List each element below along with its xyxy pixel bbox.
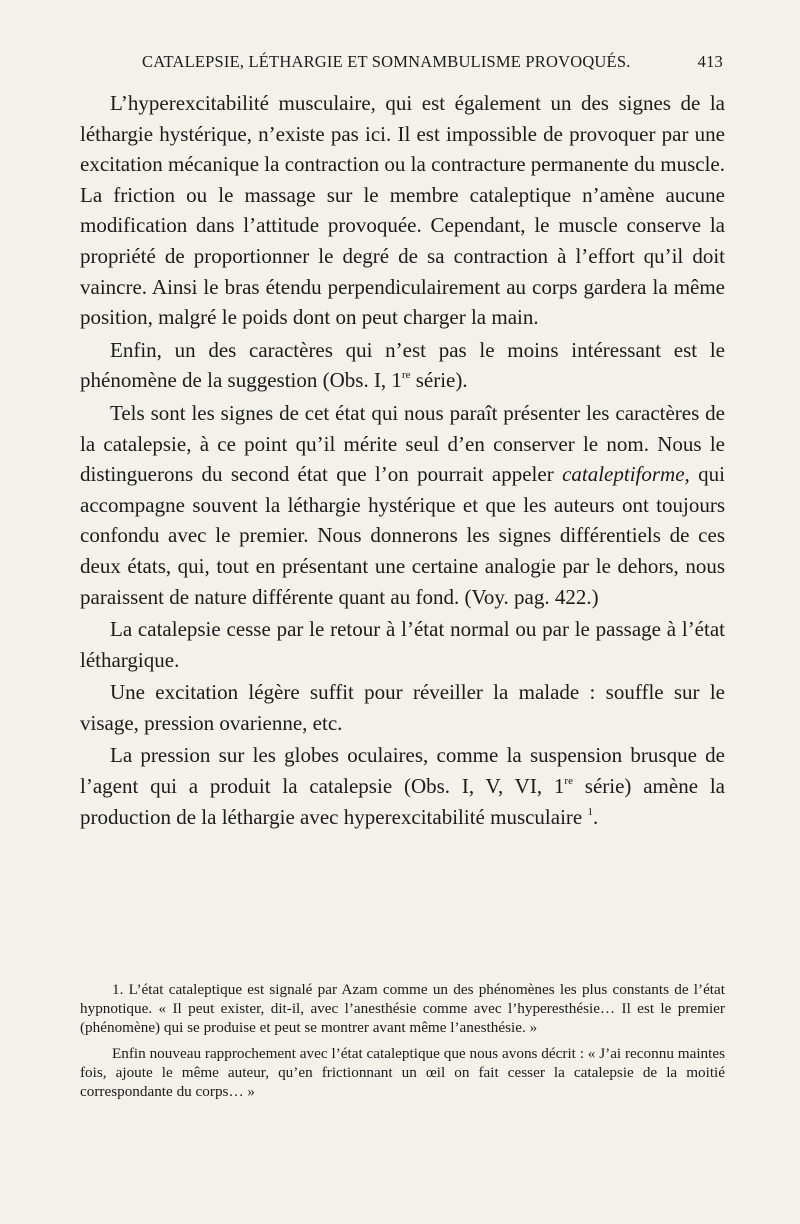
page-number: 413 bbox=[697, 52, 723, 71]
paragraph-6-text-b: série) amène la production de la léthargie avec hyperexcitabilité musculaire bbox=[80, 774, 725, 829]
paragraph-6 bbox=[80, 740, 725, 832]
series-superscript: re bbox=[401, 369, 411, 382]
paragraph-2-text-a: Enfin, un des caractères qui n’est pas le moins intéressant est le phénomène de la suggestion (Obs. I, 1 bbox=[80, 337, 725, 393]
series-superscript: re bbox=[564, 775, 573, 788]
running-title: CATALEPSIE, LÉTHARGIE ET SOMNAMBULISME PROVOQUÉS. bbox=[142, 52, 631, 71]
paragraph-5: Une excitation légère suffit pour réveiller la malade : souffle sur le visage, pression ovarienne, etc. bbox=[80, 680, 725, 735]
footnotes bbox=[80, 980, 725, 1101]
paragraph-3 bbox=[80, 398, 725, 612]
paragraph-4: La catalepsie cesse par le retour à l’état normal ou par le passage à l’état léthargique. bbox=[80, 617, 725, 672]
footnote-1: 1. L’état cataleptique est signalé par Azam comme un des phénomènes les plus constants de l’état hypnotique. « Il peut exister, dit-il, avec l’anesthésie comme avec l’hyperesthésie… Il est le premier (phénomène) qui se produise et peut se montrer avant même l’anesthésie. » bbox=[80, 981, 725, 1037]
paragraph-6-text-c: . bbox=[593, 804, 599, 829]
paragraph-3-text-a: Tels sont les signes de cet état qui nous paraît présenter les caractères de la catalepsie, à ce point qu’il mérite seul d’en conserver le nom. Nous le distinguerons du second état que l’on pourrait appeler bbox=[80, 400, 725, 487]
running-header bbox=[80, 52, 723, 76]
paragraph-3-text-b: qui accompagne souvent la léthargie hystérique et que les auteurs ont toujours confondu avec le premier. Nous donnerons les signes différentiels de ces deux états, qui, tout en présentant une certaine analogie par le dehors, nous paraissent de nature différente quant au fond. (Voy. pag. 422.) bbox=[80, 462, 725, 609]
main-text bbox=[80, 88, 725, 832]
paragraph-2-text-b: série). bbox=[410, 368, 468, 393]
paragraph-1: L’hyperexcitabilité musculaire, qui est également un des signes de la léthargie hystérique, n’existe pas ici. Il est impossible de provoquer par une excitation mécanique la contraction ou la contracture permanente du muscle. La friction ou le massage sur le membre cataleptique n’amène aucune modification dans l’attitude provoquée. Cependant, le muscle conserve la propriété de proportionner le degré de sa contraction à l’effort qu’il doit vaincre. Ainsi le bras étendu perpendiculairement au corps gardera la même position, malgré le poids dont on peut charger la main. bbox=[80, 91, 725, 330]
footnote-continuation: Enfin nouveau rapprochement avec l’état cataleptique que nous avons décrit : « J’ai reconnu maintes fois, ajoute le même auteur, qu’en frictionnant un œil on fait cesser la catalepsie de la moitié correspondante du corps… » bbox=[80, 1044, 725, 1101]
paragraph-6-text-a: La pression sur les globes oculaires, comme la suspension brusque de l’agent qui a produit la catalepsie (Obs. I, V, VI, 1 bbox=[80, 743, 725, 799]
footnote-marker: 1 bbox=[587, 805, 593, 818]
paragraph-2 bbox=[80, 335, 725, 396]
italic-term: cataleptiforme, bbox=[562, 462, 690, 487]
